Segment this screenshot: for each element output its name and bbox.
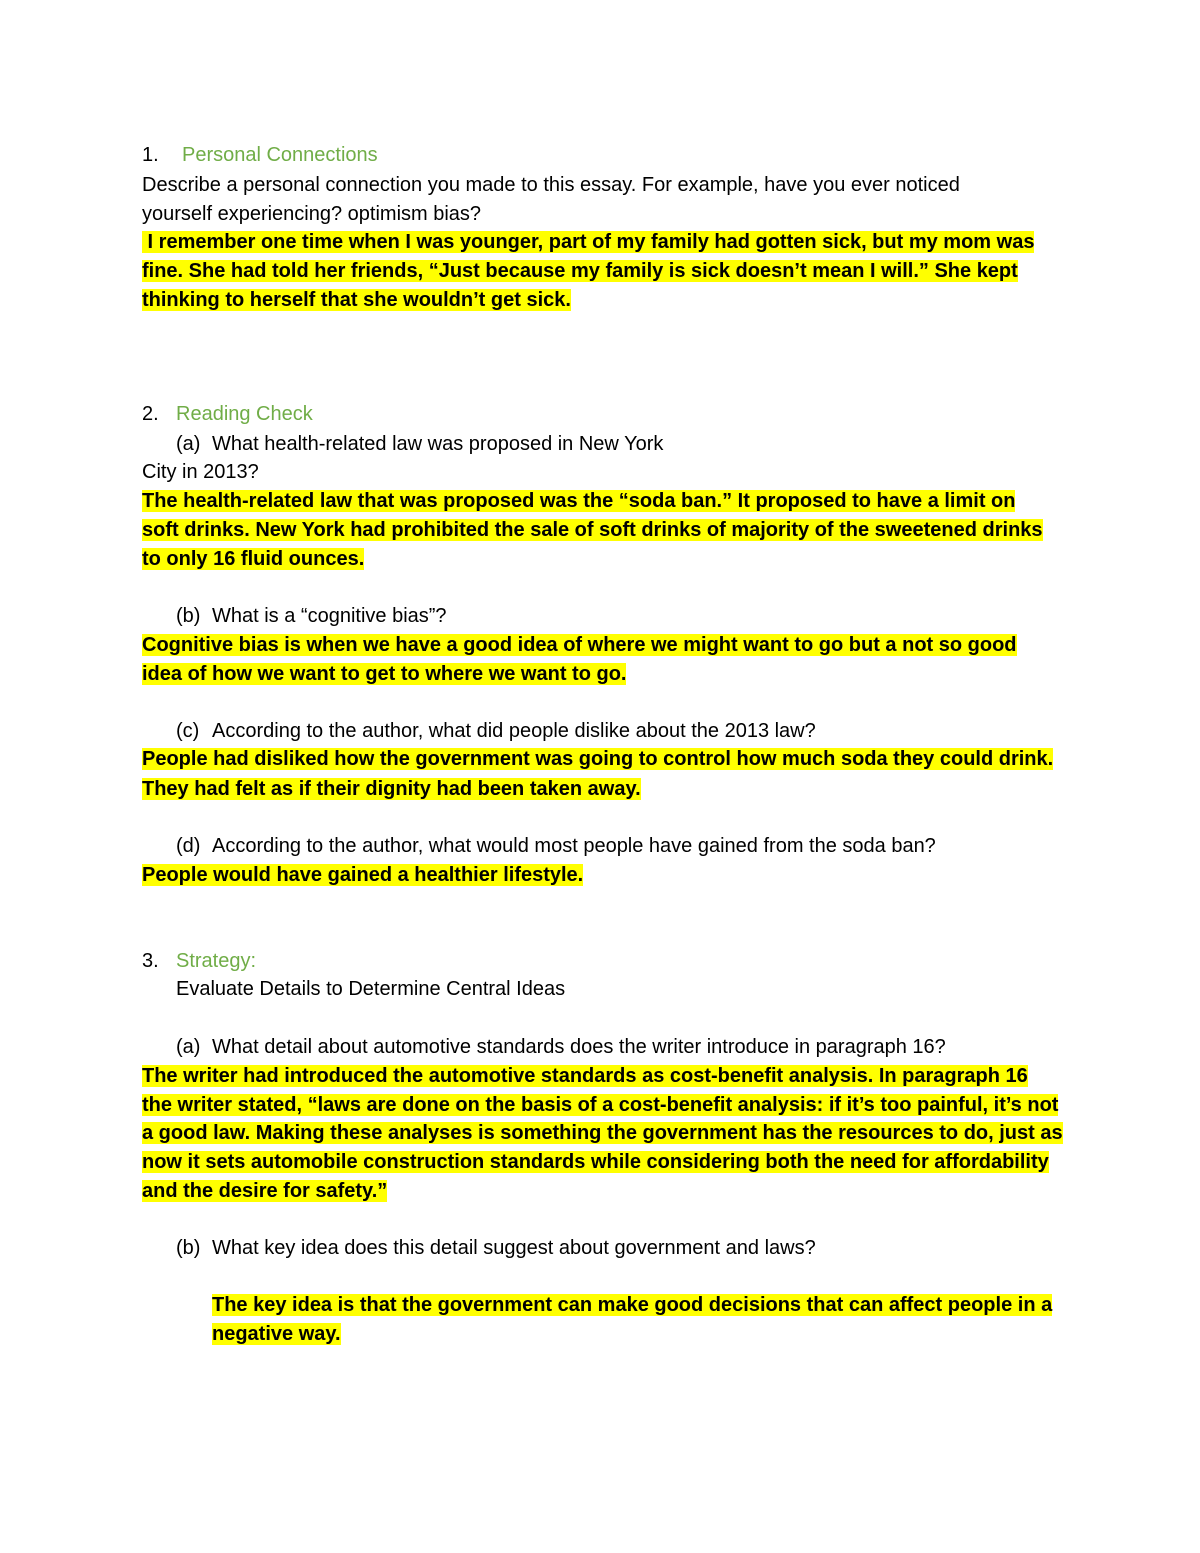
question-2a-text: What health-related law was proposed in New York [212,433,664,455]
section-2-title: Reading Check [176,403,313,425]
section-1-title: Personal Connections [182,144,378,166]
answer-2c-line: People had disliked how the government was going to control how much soda they could drink. [142,748,1054,770]
question-3b [176,1234,816,1263]
section-1-heading [142,141,378,170]
answer-2a-line: soft drinks. New York had prohibited the sale of soft drinks of majority of the sweetened drinks [142,519,1043,541]
question-2b-label: (b) [176,605,201,627]
section-2-heading [142,400,313,429]
answer-2a-line: to only 16 fluid ounces. [142,548,365,570]
section-3-number: 3. [142,950,159,972]
question-3b-label: (b) [176,1237,201,1259]
question-2c-text: According to the author, what did people dislike about the 2013 law? [212,720,816,742]
question-2a [176,430,663,459]
question-3b-text: What key idea does this detail suggest about government and laws? [212,1237,816,1259]
answer-3a-line: The writer had introduced the automotive standards as cost-benefit analysis. In paragraph 16 [142,1065,1028,1087]
section-3-subtitle: Evaluate Details to Determine Central Ideas [176,978,566,1000]
question-2d-text: According to the author, what would most people have gained from the soda ban? [212,835,936,857]
answer-3a-line: and the desire for safety.” [142,1180,388,1202]
answer-3b-line: negative way. [212,1323,341,1345]
answer-3a-line: now it sets automobile construction standards while considering both the need for affordability [142,1151,1049,1173]
section-1-answer-line: fine. She had told her friends, “Just because my family is sick doesn’t mean I will.” She kept [142,260,1018,282]
answer-3b-line: The key idea is that the government can make good decisions that can affect people in a [212,1294,1053,1316]
question-2d [176,832,936,861]
section-1-answer-line: thinking to herself that she wouldn’t get sick. [142,289,571,311]
answer-3a-line: a good law. Making these analyses is something the government has the resources to do, just as [142,1122,1063,1144]
question-3a-text: What detail about automotive standards does the writer introduce in paragraph 16? [212,1036,946,1058]
section-2-number: 2. [142,403,159,425]
answer-2c-line: They had felt as if their dignity had been taken away. [142,778,641,800]
answer-2b-line: Cognitive bias is when we have a good idea of where we might want to go but a not so good [142,634,1017,656]
question-2a-label: (a) [176,433,201,455]
question-2c [176,717,816,746]
question-2c-label: (c) [176,720,200,742]
question-3a [176,1033,946,1062]
question-2b-text: What is a “cognitive bias”? [212,605,447,627]
answer-2b-line: idea of how we want to get to where we want to go. [142,663,627,685]
section-1-answer-line: I remember one time when I was younger, part of my family had gotten sick, but my mom was [142,231,1035,253]
section-1-prompt-line: Describe a personal connection you made to this essay. For example, have you ever noticed [142,174,960,196]
question-2a-continued: City in 2013? [142,461,259,483]
section-3-title: Strategy: [176,950,257,972]
section-1-number: 1. [142,144,159,166]
section-3-heading [142,947,256,976]
answer-3a-line: the writer stated, “laws are done on the basis of a cost-benefit analysis: if it’s too painful, it’s not [142,1094,1059,1116]
answer-2a-line: The health-related law that was proposed was the “soda ban.” It proposed to have a limit on [142,490,1016,512]
question-3a-label: (a) [176,1036,201,1058]
section-1-prompt-line: yourself experiencing? optimism bias? [142,203,482,225]
question-2b [176,602,447,631]
answer-2d-line: People would have gained a healthier lifestyle. [142,864,584,886]
question-2d-label: (d) [176,835,201,857]
